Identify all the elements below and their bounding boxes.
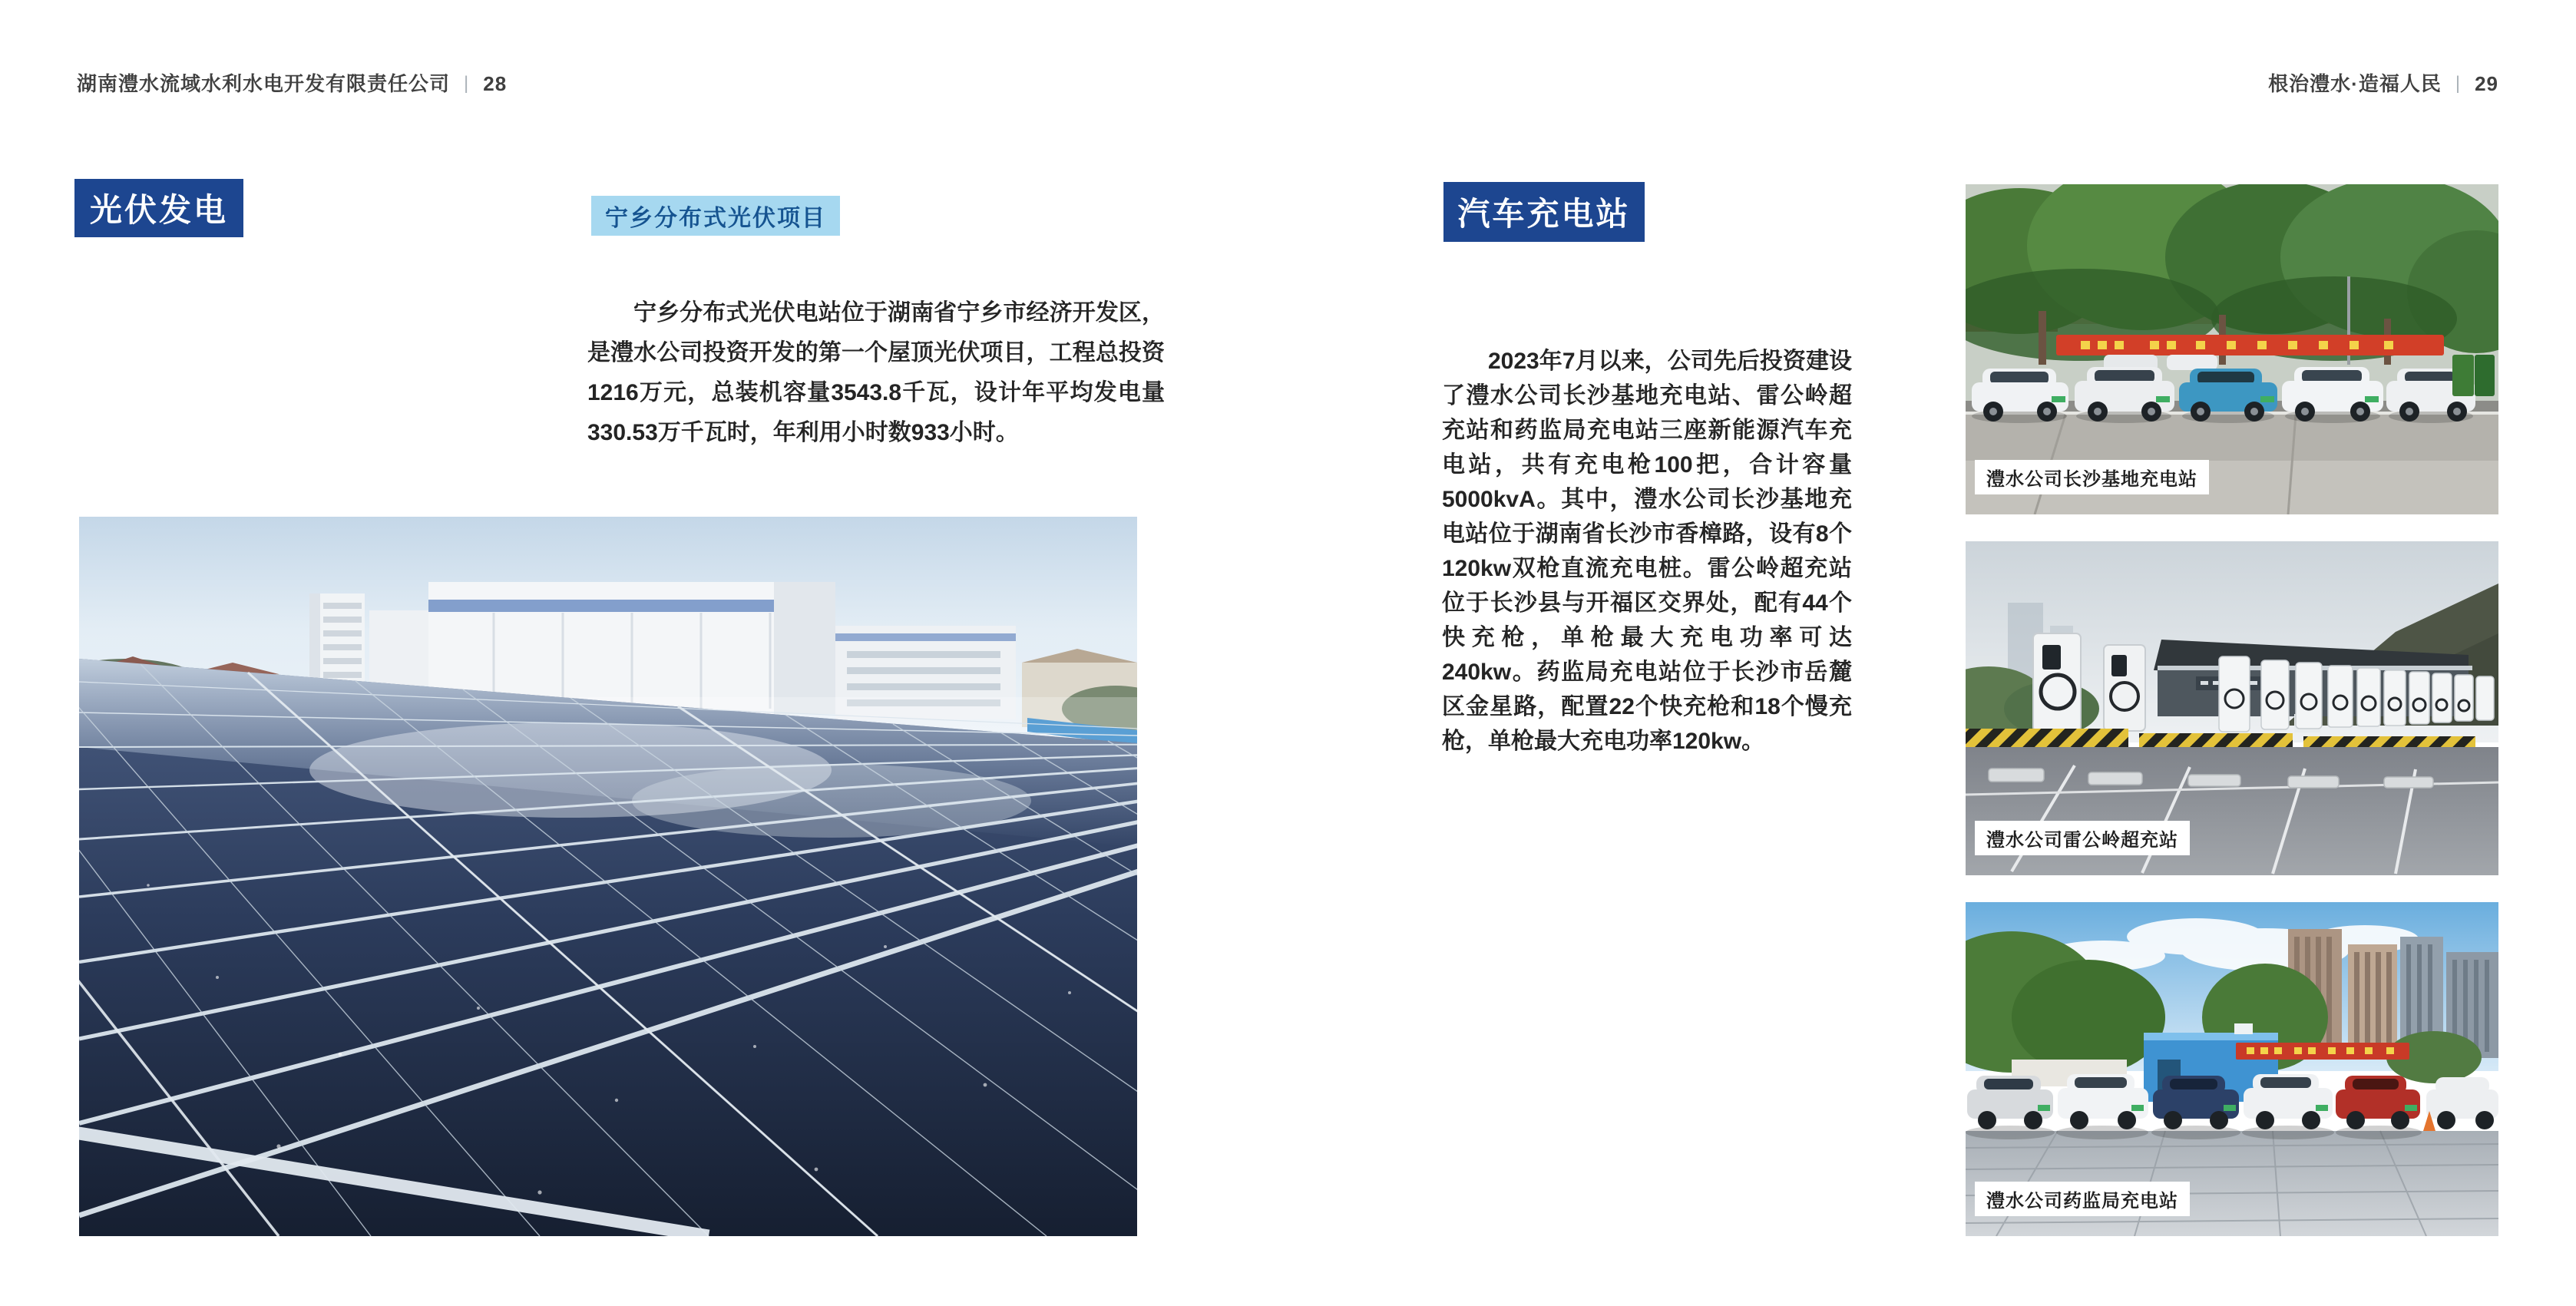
- header-divider: |: [2455, 73, 2462, 94]
- green-bins: [2452, 355, 2495, 396]
- solar-rooftop-photo: [79, 517, 1137, 1236]
- slogan: 根治澧水·造福人民: [2268, 72, 2442, 95]
- photo-caption-leigongling: 澧水公司雷公岭超充站: [1975, 821, 2190, 855]
- red-banner: [2056, 335, 2444, 355]
- header-divider: |: [464, 73, 470, 94]
- photovoltaic-paragraph: 宁乡分布式光伏电站位于湖南省宁乡市经济开发区，是澧水公司投资开发的第一个屋顶光伏项目，工程总投资1216万元，总装机容量3543.8千瓦，设计年平均发电量330.53万千瓦时，年利用小时数933小时。: [587, 300, 1165, 445]
- yaojianju-station-photo: [1966, 902, 2498, 1236]
- red-banner: [2236, 1043, 2409, 1060]
- ev-charging-paragraph: 2023年7月以来，公司先后投资建设了澧水公司长沙基地充电站、雷公岭超充站和药监局充电站三座新能源汽车充电站，共有充电枪100把，合计容量5000kvA。其中，澧水公司长沙基地充电站位于湖南省长沙市香樟路，设有8个120kw双枪直流充电桩。雷公岭超充站位于长沙县与开福区交界处，配有44个快充枪，单枪最大充电功率可达240kw。药监局充电站位于长沙市岳麓区金星路，配置22个快充枪和18个慢充枪，单枪最大充电功率120kw。: [1442, 349, 1852, 754]
- solar-rooftop-illustration: [79, 517, 1137, 1236]
- parking-lot: [1966, 747, 2498, 875]
- left-page-header: [77, 71, 507, 97]
- photo-caption-yaojianju: 澧水公司药监局充电站: [1975, 1182, 2190, 1216]
- right-page-number: 29: [2475, 72, 2498, 95]
- photo-caption-changsha-base: 澧水公司长沙基地充电站: [1975, 460, 2209, 494]
- right-page-header: [2268, 71, 2498, 97]
- changsha-base-station-photo: [1966, 184, 2498, 514]
- company-name: 湖南澧水流域水利水电开发有限责任公司: [77, 72, 451, 95]
- subsection-title-ningxiang-pv: 宁乡分布式光伏项目: [591, 196, 840, 236]
- section-title-ev-charging: 汽车充电站: [1443, 182, 1645, 242]
- leigongling-station-photo: [1966, 541, 2498, 875]
- left-page-number: 28: [483, 72, 508, 95]
- section-title-photovoltaic: 光伏发电: [74, 179, 243, 237]
